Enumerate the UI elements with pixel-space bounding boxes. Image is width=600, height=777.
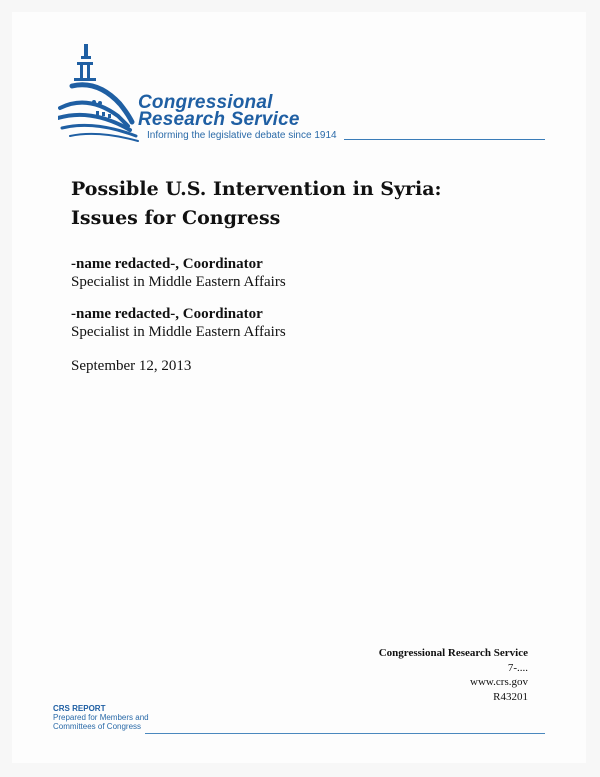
author-name: -name redacted-, Coordinator [71,306,263,322]
publisher-phone: 7-.... [507,661,528,674]
title-line-2: Issues for Congress [71,207,281,229]
author-name: -name redacted-, Coordinator [71,256,263,272]
brand-name-line2: Research Service [138,109,300,130]
report-number: R43201 [493,690,528,703]
footer-rule [145,733,545,734]
author-role: Specialist in Middle Eastern Affairs [71,274,286,290]
footer-label: CRS REPORT [53,704,106,713]
footer-line-1: Prepared for Members and [53,713,149,722]
footer-line-2: Committees of Congress [53,722,142,731]
publisher-info [379,646,528,704]
publication-date: September 12, 2013 [71,358,192,374]
publisher-org: Congressional Research Service [378,647,528,659]
author-1 [71,255,286,291]
tagline-rule [344,139,545,140]
author-2 [71,305,286,341]
title-line-1: Possible U.S. Intervention in Syria: [71,178,442,200]
capitol-dome-logo-icon [58,42,148,142]
brand-name-line1: Congressional [138,92,273,113]
brand-tagline: Informing the legislative debate since 1914 [147,130,337,141]
footer-block [53,704,149,731]
document-title [71,175,442,233]
author-role: Specialist in Middle Eastern Affairs [71,324,286,340]
publisher-website[interactable]: www.crs.gov [470,676,528,688]
